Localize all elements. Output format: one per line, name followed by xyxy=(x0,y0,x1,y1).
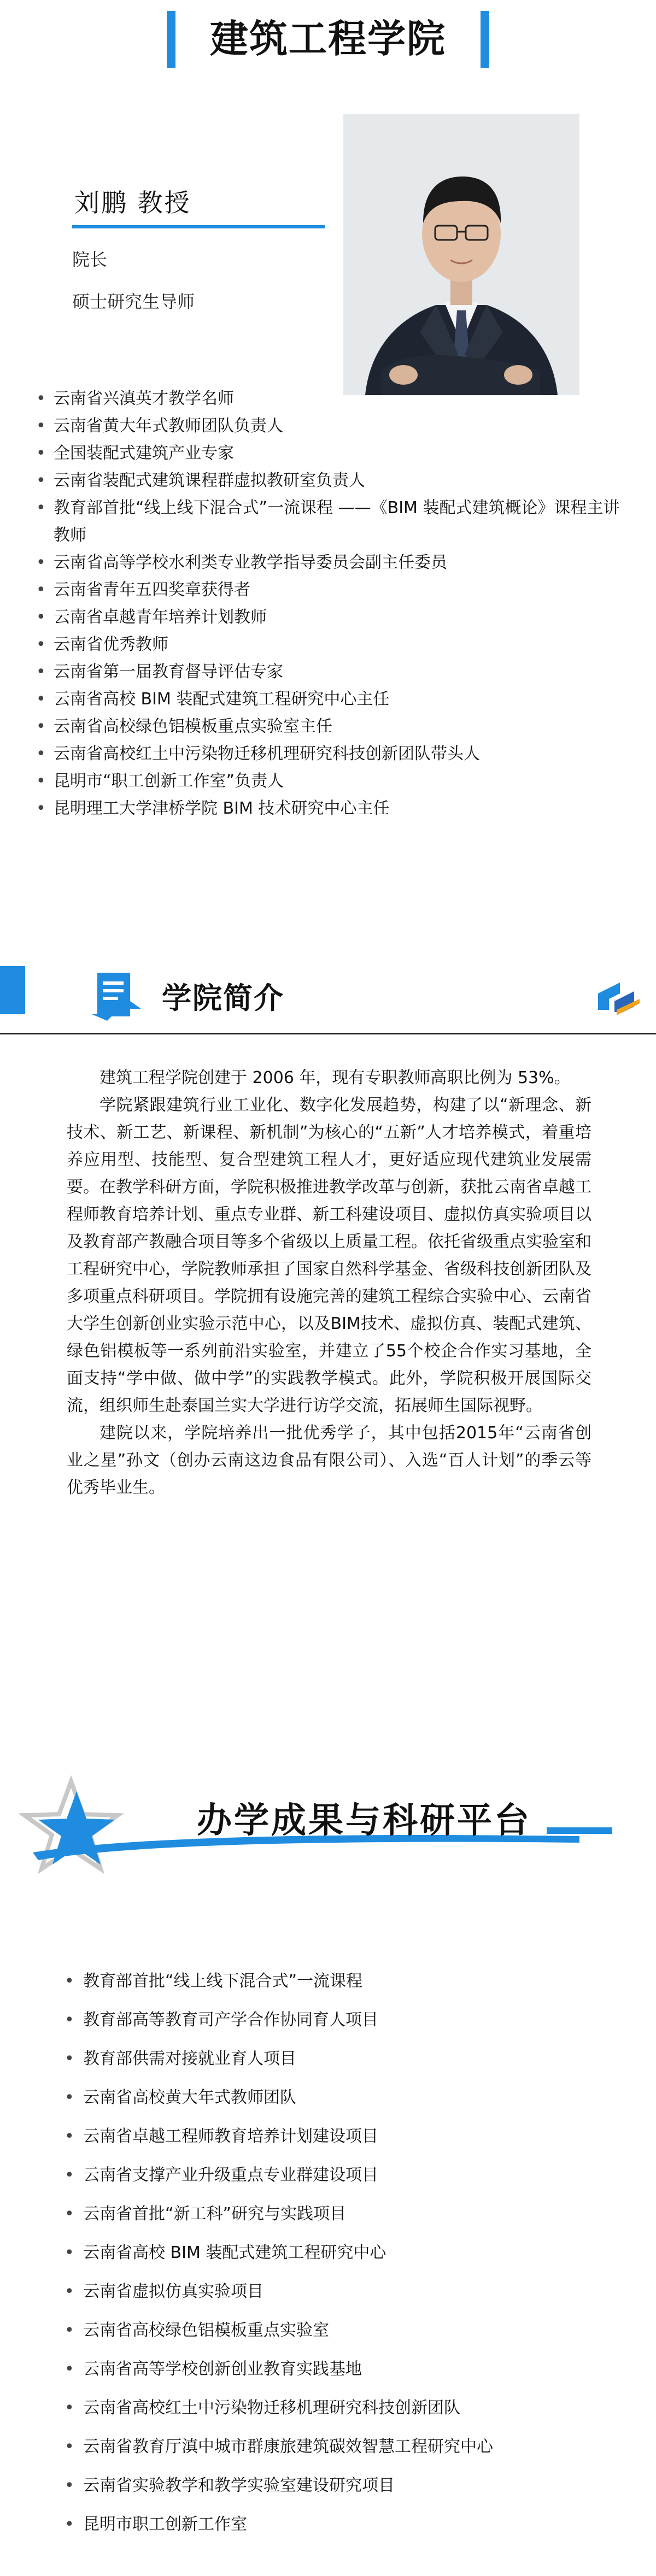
section-title-intro: 学院简介 xyxy=(162,981,284,1015)
portrait-illustration xyxy=(343,114,579,395)
honor-item: • 云南省优秀教师 xyxy=(31,631,626,658)
honor-item: • 云南省高校 BIM 装配式建筑工程研究中心主任 xyxy=(31,686,626,713)
honor-item: • 云南省高校绿色铝模板重点实验室主任 xyxy=(31,713,626,740)
intro-paragraph: 建院以来，学院培养出一批优秀学子，其中包括2015年“云南省创业之星”孙文（创办云南这边食品有限公司）、入选“百人计划”的季云等优秀毕业生。 xyxy=(67,1424,591,1497)
professor-name: 刘鹏 教授 xyxy=(74,188,191,217)
section-title-results: 办学成果与科研平台 xyxy=(197,1801,531,1841)
name-underline xyxy=(72,225,325,228)
honor-item: • 全国装配式建筑产业专家 xyxy=(31,440,626,467)
honor-item: • 教育部首批“线上线下混合式”一流课程 ——《BIM 装配式建筑概论》课程主讲教师 xyxy=(31,495,626,549)
result-item: • 云南省首批“新工科”研究与实践项目 xyxy=(61,2195,635,2233)
result-item: • 云南省高校红土中污染物迁移机理研究科技创新团队 xyxy=(61,2389,635,2427)
page-title: 建筑工程学院 xyxy=(210,16,446,61)
section-accent-block xyxy=(0,966,25,1014)
header xyxy=(167,11,489,68)
role-supervisor: 硕士研究生导师 xyxy=(72,291,195,312)
result-item: • 云南省虚拟仿真实验项目 xyxy=(61,2272,635,2311)
honor-item: • 云南省第一届教育督导评估专家 xyxy=(31,658,626,686)
honor-item: • 云南省装配式建筑课程群虚拟教研室负责人 xyxy=(31,467,626,495)
honor-item: • 云南省青年五四奖章获得者 xyxy=(31,577,626,604)
result-item: • 云南省高校黄大年式教师团队 xyxy=(61,2078,635,2117)
professor-portrait xyxy=(343,114,579,395)
results-list xyxy=(61,1962,635,2544)
honor-item: • 云南省黄大年式教师团队负责人 xyxy=(31,413,626,440)
honor-item: • 昆明理工大学津桥学院 BIM 技术研究中心主任 xyxy=(31,795,626,822)
result-item: • 云南省高校 BIM 装配式建筑工程研究中心 xyxy=(61,2233,635,2272)
result-item: • 昆明市职工创新工作室 xyxy=(61,2505,635,2544)
honor-item: • 昆明市“职工创新工作室”负责人 xyxy=(31,768,626,795)
result-item: • 云南省高校绿色铝模板重点实验室 xyxy=(61,2311,635,2350)
college-logo-icon xyxy=(593,977,640,1018)
honor-item: • 云南省高校红土中污染物迁移机理研究科技创新团队带头人 xyxy=(31,740,626,768)
document-icon xyxy=(92,968,147,1021)
honor-item: • 云南省卓越青年培养计划教师 xyxy=(31,604,626,631)
section-divider xyxy=(0,1033,656,1034)
intro-text xyxy=(67,1064,591,1502)
result-item: • 云南省支撑产业升级重点专业群建设项目 xyxy=(61,2156,635,2195)
title-bar-right xyxy=(481,11,489,68)
result-item: • 教育部供需对接就业育人项目 xyxy=(61,2039,635,2078)
result-item: • 云南省实验教学和教学实验室建设研究项目 xyxy=(61,2466,635,2505)
result-item: • 云南省教育厅滇中城市群康旅建筑碳效智慧工程研究中心 xyxy=(61,2427,635,2466)
result-item: • 教育部高等教育司产学合作协同育人项目 xyxy=(61,2001,635,2039)
role-dean: 院长 xyxy=(72,249,108,270)
honors-list xyxy=(31,385,626,822)
result-item: • 云南省高等学校创新创业教育实践基地 xyxy=(61,2350,635,2389)
honor-item: • 云南省兴滇英才教学名师 xyxy=(31,385,626,413)
title-bar-left xyxy=(167,11,175,68)
intro-paragraph: 学院紧跟建筑行业工业化、数字化发展趋势，构建了以“新理念、新技术、新工艺、新课程、新机制”为核心的“五新”人才培养模式，着重培养应用型、技能型、复合型建筑工程人才，更好适应现代建筑业发展需要。在教学科研方面，学院积极推进教学改革与创新，获批云南省卓越工程师教育培养计划、重点专业群、新工科建设项目、虚拟仿真实验项目以及教育部产教融合项目等多个省级以上质量工程。依托省级重点实验室和工程研究中心，学院教师承担了国家自然科学基金、省级科技创新团队及多项重点科研项目。学院拥有设施完善的建筑工程综合实验中心、云南省大学生创新创业实验示范中心，以及BIM技术、虚拟仿真、装配式建筑、绿色铝模板等一系列前沿实验室，并建立了55个校企合作实习基地，全面支持“学中做、做中学”的实践教学模式。此外，学院积极开展国际交流，组织师生赴泰国兰实大学进行访学交流，拓展师生国际视野。 xyxy=(67,1096,591,1415)
intro-paragraph: 建筑工程学院创建于 2006 年，现有专职教师高职比例为 53%。 xyxy=(99,1068,571,1087)
result-item: • 云南省卓越工程师教育培养计划建设项目 xyxy=(61,2117,635,2156)
honor-item: • 云南省高等学校水利类专业教学指导委员会副主任委员 xyxy=(31,549,626,577)
result-item: • 教育部首批“线上线下混合式”一流课程 xyxy=(61,1962,635,2001)
